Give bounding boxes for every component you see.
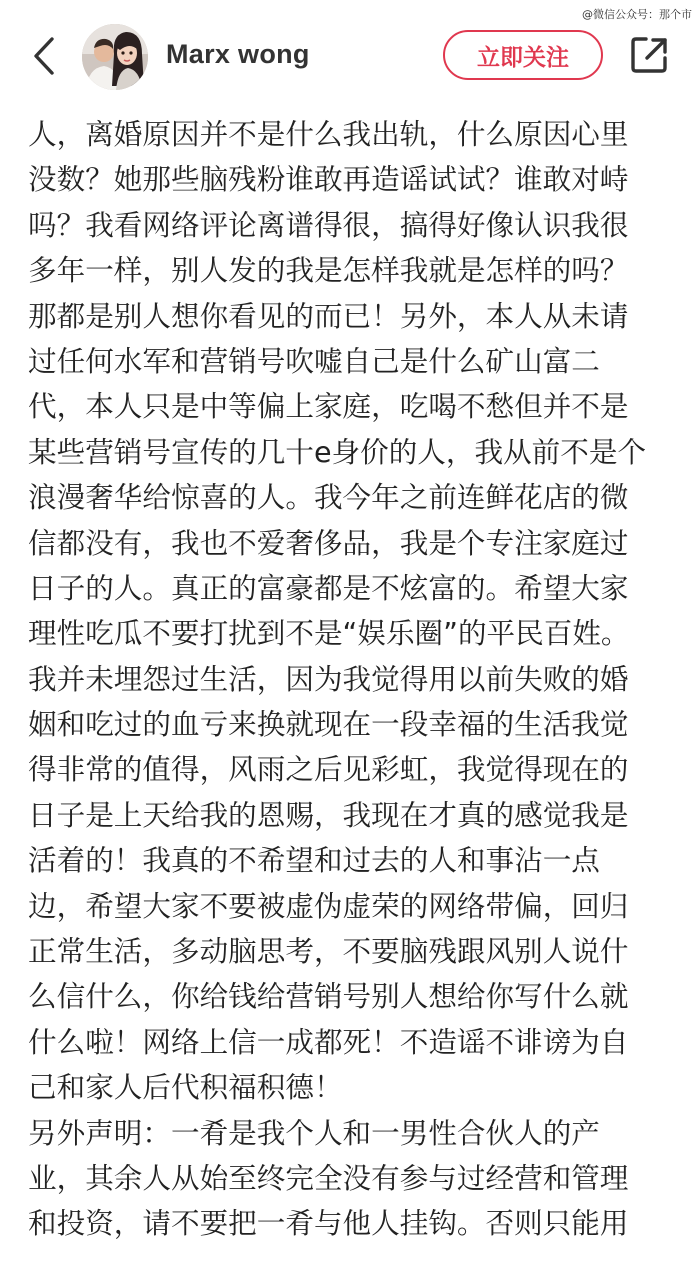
post-text-line: 活着的！我真的不希望和过去的人和事沾一点	[28, 843, 600, 878]
post-text-line: 日子是上天给我的恩赐，我现在才真的感觉我是	[28, 797, 629, 832]
post-text-line: 信都没有，我也不爱奢侈品，我是个专注家庭过	[28, 525, 629, 560]
post-text-line: 日子的人。真正的富豪都是不炫富的。希望大家	[28, 570, 629, 605]
author-name[interactable]: Marx wong	[166, 39, 310, 69]
post-text-line: 那都是别人想你看见的而已！另外，本人从未请	[28, 298, 629, 333]
post-text-line: 正常生活，多动脑思考，不要脑残跟风别人说什	[28, 934, 629, 969]
post-text-line: 己和家人后代积福积德！	[28, 1070, 343, 1105]
post-body	[28, 112, 678, 1247]
post-text-line: 没数？她那些脑残粉谁敢再造谣试试？谁敢对峙	[28, 162, 629, 197]
follow-button[interactable]: 立即关注	[443, 30, 603, 80]
post-text-line: 人，离婚原因并不是什么我出轨，什么原因心里	[28, 117, 629, 151]
post-text-line: 什么啦！网络上信一成都死！不造谣不诽谤为自	[28, 1024, 629, 1059]
post-text-line: 浪漫奢华给惊喜的人。我今年之前连鲜花店的微	[28, 480, 629, 515]
watermark: @微信公众号：那个市	[582, 8, 692, 21]
share-button[interactable]	[628, 33, 672, 77]
post-text-line: 理性吃瓜不要打扰到不是“娱乐圈”的平民百姓。	[28, 616, 630, 651]
post-text-line: 某些营销号宣传的几十e身价的人，我从前不是个	[28, 434, 647, 469]
post-text-line: 姻和吃过的血亏来换就现在一段幸福的生活我觉	[28, 707, 629, 742]
back-button[interactable]	[22, 34, 66, 78]
post-text-line: 代，本人只是中等偏上家庭，吃喝不愁但并不是	[28, 389, 629, 424]
post-text-line: 业，其余人从始至终完全没有参与过经营和管理	[28, 1160, 629, 1195]
post-text-line: 么信什么，你给钱给营销号别人想给你写什么就	[28, 979, 629, 1014]
avatar[interactable]	[82, 24, 148, 90]
post-text-line: 过任何水军和营销号吹嘘自己是什么矿山富二	[28, 343, 600, 378]
post-text-line: 我并未埋怨过生活，因为我觉得用以前失败的婚	[28, 661, 629, 696]
post-text-line: 吗？我看网络评论离谱得很，搞得好像认识我很	[28, 207, 629, 242]
post-text-line: 边，希望大家不要被虚伪虚荣的网络带偏，回归	[28, 888, 629, 923]
post-text-line: 得非常的值得，风雨之后见彩虹，我觉得现在的	[28, 752, 629, 787]
avatar-image	[82, 24, 148, 90]
chevron-left-icon	[30, 36, 58, 76]
share-icon	[630, 35, 670, 75]
post-header	[0, 0, 700, 112]
post-text-line: 另外声明：一肴是我个人和一男性合伙人的产	[28, 1115, 600, 1150]
post-text-line: 和投资，请不要把一肴与他人挂钩。否则只能用	[28, 1206, 629, 1241]
post-text-line: 多年一样，别人发的我是怎样我就是怎样的吗？	[28, 253, 629, 288]
